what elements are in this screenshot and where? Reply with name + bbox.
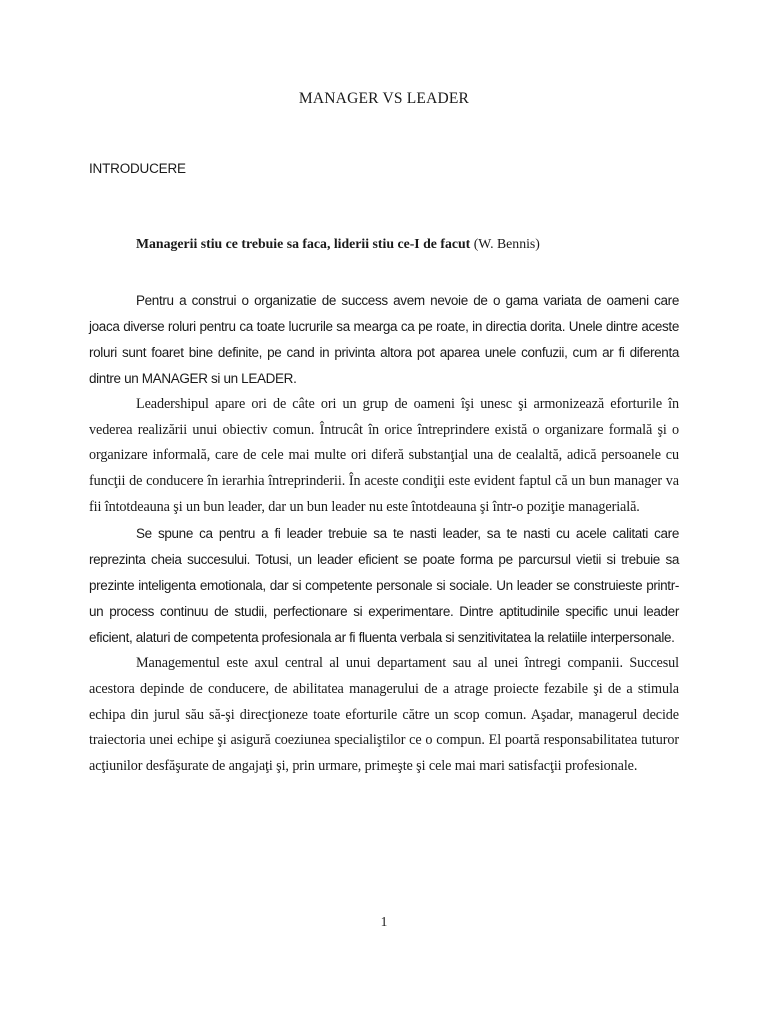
document-title: MANAGER VS LEADER (298, 90, 470, 107)
quote-text: Managerii stiu ce trebuie sa faca, liderii stiu ce-I de facut (136, 236, 471, 251)
page-number: 1 (380, 914, 388, 929)
quote-attribution: (W. Bennis) (470, 236, 540, 251)
body-text (89, 288, 679, 780)
paragraph: Pentru a construi o organizatie de success avem nevoie de o gama variata de oameni care joaca diverse roluri pentru ca toate lucrurile sa mearga ca pe roate, in directia dorita. Unele dintre aceste roluri sunt foaret bine definite, pe cand in privinta altora pot aparea unele confuzii, cum ar fi diferenta dintre un MANAGER si un LEADER. (89, 293, 679, 386)
paragraph: Leadershipul apare ori de câte ori un grup de oameni îşi unesc şi armonizează eforturile în vederea realizării unui obiectiv comun. Întrucât în orice întreprindere există o organizare formală şi o organizare informală, care de cele mai multe ori diferă substanţial una de cealaltă, adică persoanele cu funcţii de conducere în ierarhia întreprinderii. În aceste condiţii este evident faptul că un bun manager va fii întotdeauna şi un bun leader, dar un bun leader nu este întotdeauna şi într-o poziţie managerială. (89, 395, 679, 516)
paragraph: Se spune ca pentru a fi leader trebuie sa te nasti leader, sa te nasti cu acele calitati care reprezinta cheia succesului. Totusi, un leader eficient se poate forma pe parcursul vietii si trebuie sa prezinte inteligenta emotionala, dar si competente personale si sociale. Un leader se construieste printr-un process continuu de studii, perfectionare si experimentare. Dintre aptitudinile specific unui leader eficient, alaturi de competenta profesionala ar fi fluenta verbala si senzitivitatea la relatiile interpersonale. (89, 526, 679, 645)
epigraph-quote (136, 236, 540, 252)
section-heading: INTRODUCERE (89, 161, 186, 176)
paragraph: Managementul este axul central al unui departament sau al unei întregi companii. Succesul acestora depinde de conducere, de abilitatea managerului de a atrage proiecte fezabile şi de a stimula echipa din jurul său să-şi direcţioneze toate eforturile către un scop comun. Aşadar, managerul decide traiectoria unei echipe şi asigură coeziunea specialiştilor ce o compun. El poartă responsabilitatea tuturor acţiunilor desfăşurate de angajaţi şi, prin urmare, primeşte şi cele mai mari satisfacţii profesionale. (89, 654, 679, 775)
